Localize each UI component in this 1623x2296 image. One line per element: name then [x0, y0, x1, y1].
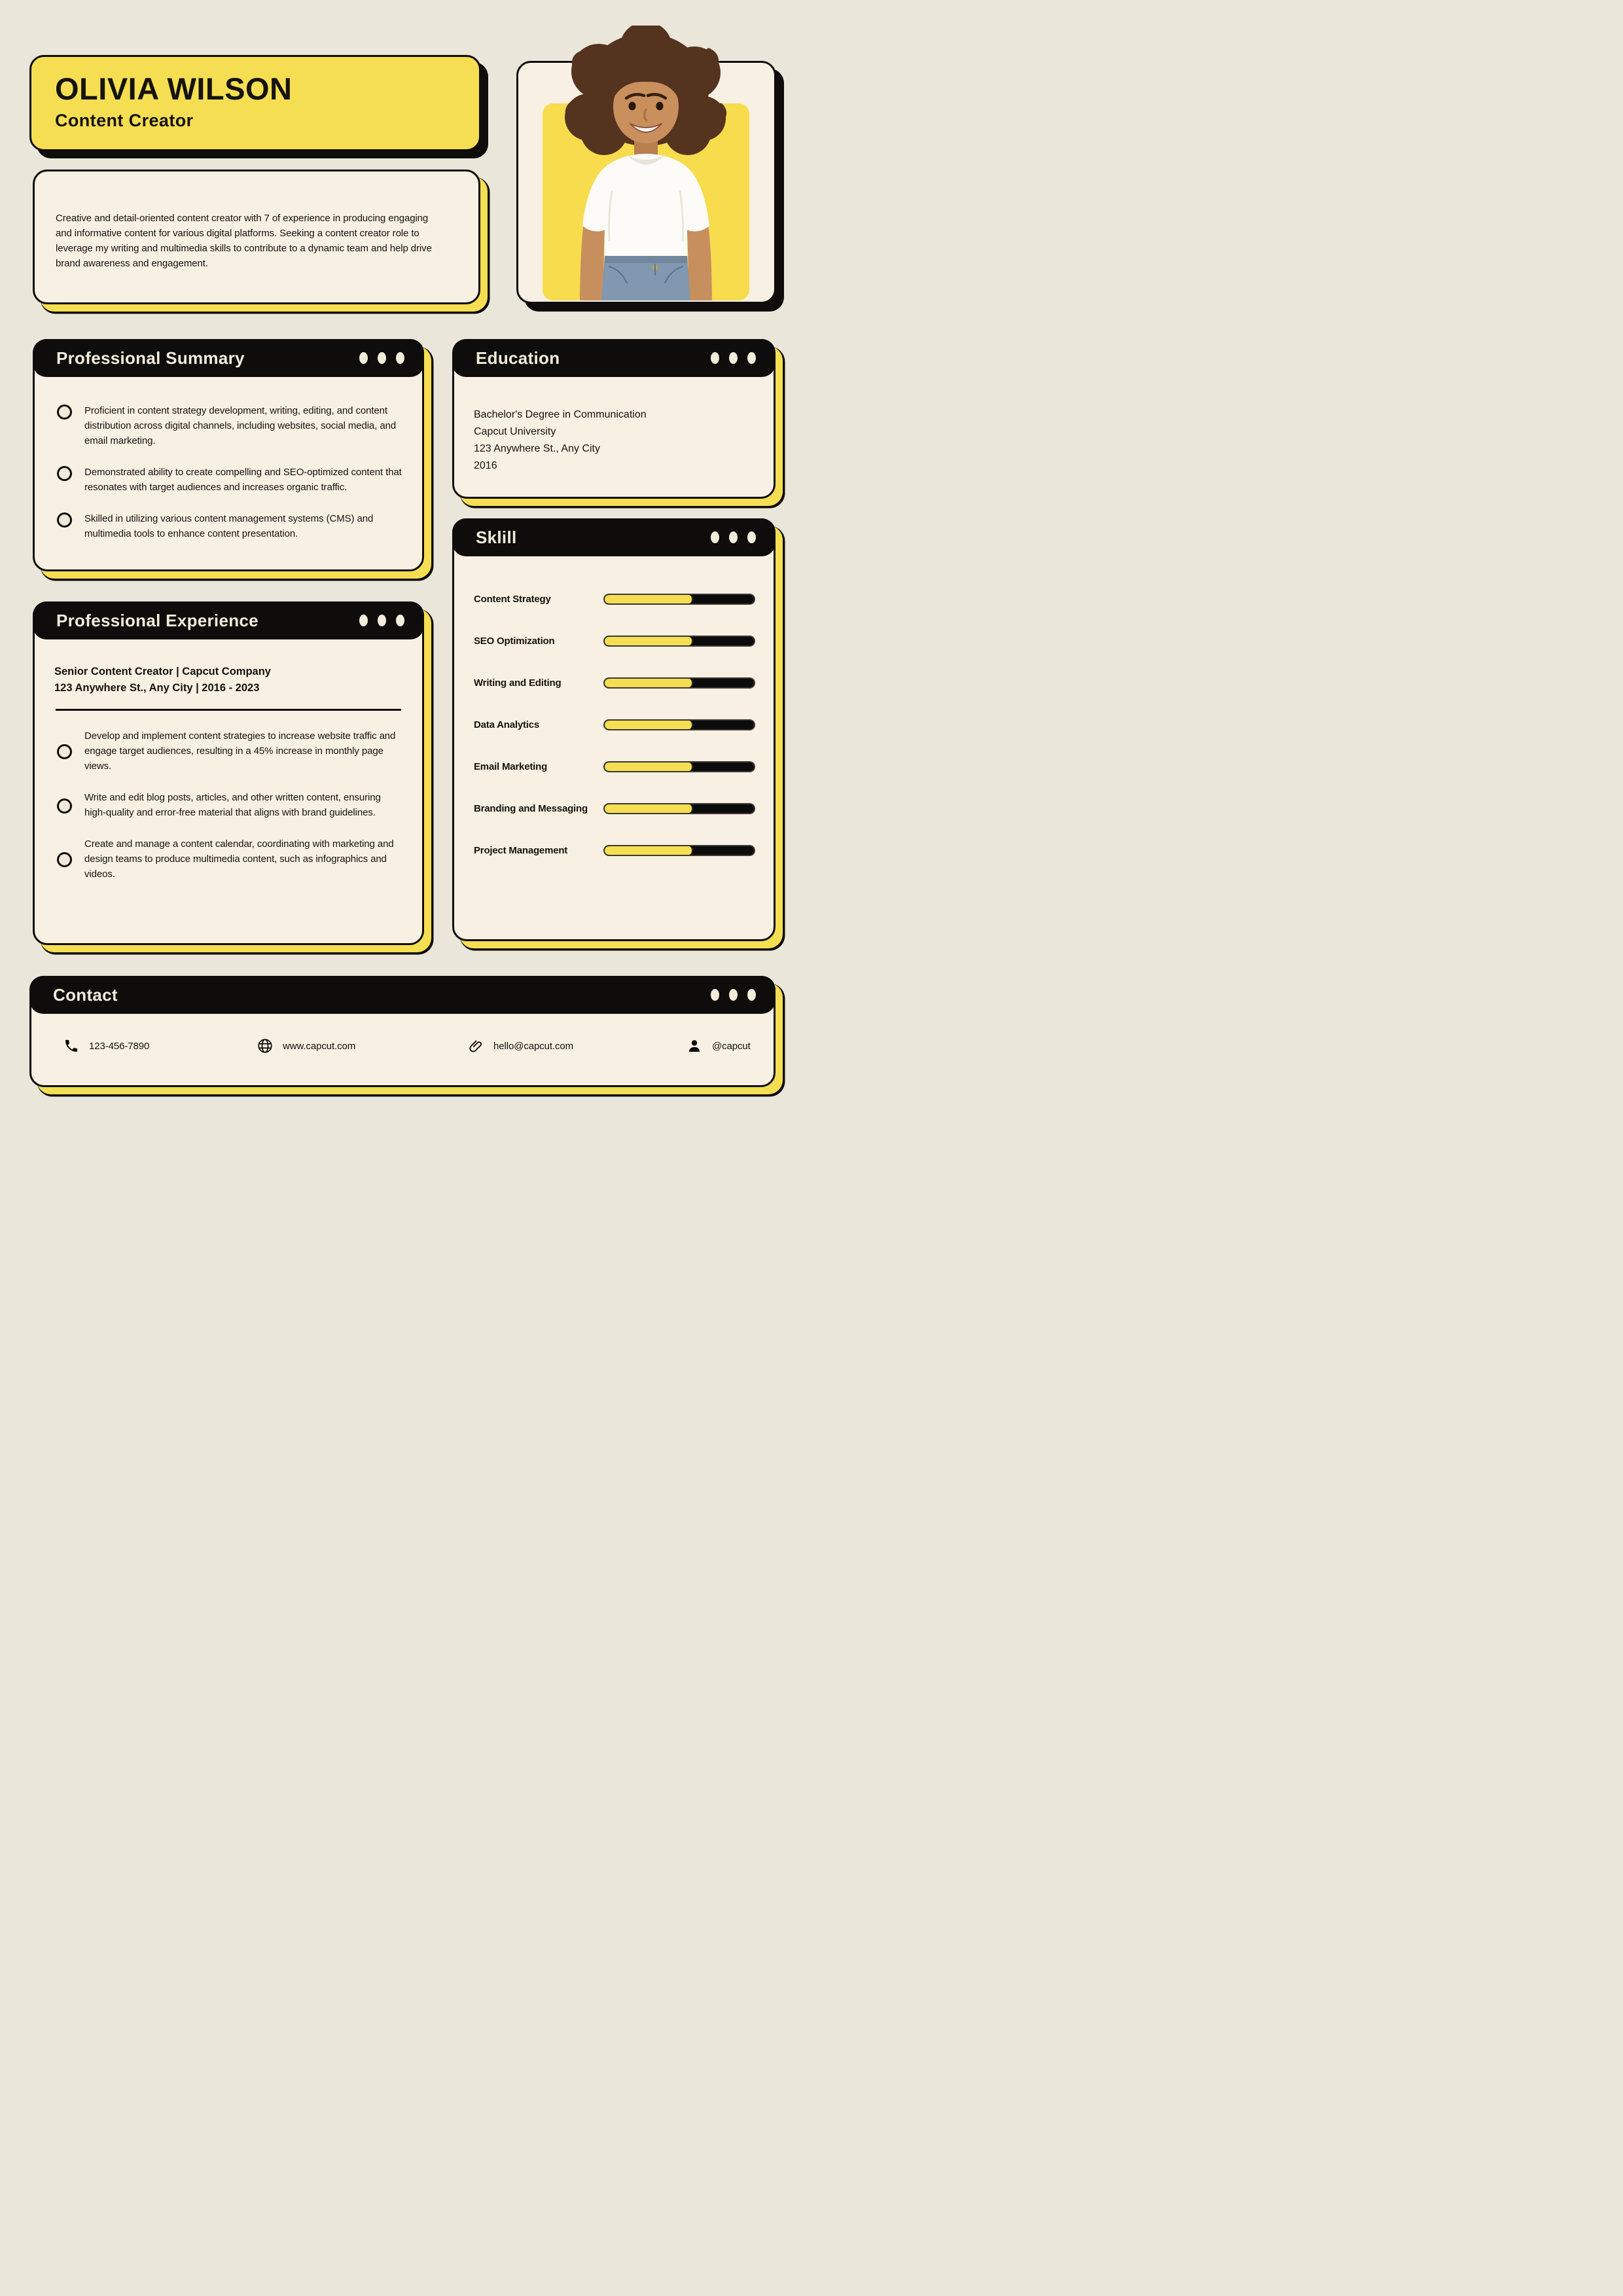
skill-progress-fill: [605, 804, 693, 813]
window-dot-icon: [396, 615, 404, 626]
experience-titlebar: [33, 601, 424, 639]
skill-progress-bar: [603, 761, 755, 772]
profile-photo-illustration: [543, 26, 749, 300]
contact-social: [686, 1037, 760, 1054]
window-dot-icon: [747, 352, 756, 364]
resume-page: [0, 0, 812, 1148]
window-dot-icon: [729, 989, 738, 1001]
contact-email: [467, 1037, 686, 1054]
contact-card: [29, 976, 776, 1087]
bullet-circle-icon: [57, 404, 72, 420]
professional-summary-title: Professional Summary: [56, 348, 245, 368]
experience-bullet-text: Develop and implement content strategies to increase website traffic and engage target audiences, resulting in a 45% increase in monthly page views.: [84, 730, 396, 772]
education-titlebar: [452, 339, 776, 377]
photo-card: [516, 61, 776, 304]
window-dot-icon: [729, 352, 738, 364]
window-dot-icon: [711, 352, 719, 364]
window-dot-icon: [747, 531, 756, 543]
person-name: OLIVIA WILSON: [55, 71, 293, 106]
skill-row: [474, 620, 755, 662]
bullet-circle-icon: [57, 852, 72, 867]
experience-title: Professional Experience: [56, 610, 259, 630]
contact-title: Contact: [53, 984, 118, 1005]
education-address: 123 Anywhere St., Any City: [474, 443, 600, 454]
skills-titlebar: [452, 518, 776, 556]
window-dots: [711, 989, 756, 1001]
window-dot-icon: [396, 352, 404, 364]
bullet-circle-icon: [57, 744, 72, 759]
window-dot-icon: [711, 531, 719, 543]
skill-progress-fill: [605, 679, 693, 687]
skill-label: Writing and Editing: [474, 677, 562, 689]
about-card: [33, 170, 480, 304]
summary-bullet: [35, 465, 422, 495]
skill-progress-bar: [603, 594, 755, 605]
bullet-circle-icon: [57, 466, 72, 481]
experience-bullet-text: Create and manage a content calendar, coordinating with marketing and design teams to produce multimedia content, such as infographics and videos.: [84, 838, 394, 880]
person-job-title: Content Creator: [55, 111, 194, 131]
window-dots: [711, 531, 756, 543]
skill-progress-fill: [605, 595, 693, 603]
contact-row: [31, 1016, 774, 1085]
contact-website-value: www.capcut.com: [283, 1040, 356, 1052]
skill-row: [474, 704, 755, 745]
contact-titlebar: [29, 976, 776, 1014]
skill-label: Branding and Messaging: [474, 802, 588, 814]
skills-title: Sklill: [476, 527, 517, 547]
summary-bullet-text: Proficient in content strategy development, writing, editing, and content distribution across digital channels, including websites, social media, and email marketing.: [84, 405, 397, 446]
professional-summary-titlebar: [33, 339, 424, 377]
skill-row: [474, 662, 755, 704]
experience-role: Senior Content Creator | Capcut Company: [54, 666, 271, 677]
skill-progress-bar: [603, 803, 755, 814]
window-dot-icon: [729, 531, 738, 543]
globe-icon: [257, 1037, 274, 1054]
contact-email-value: hello@capcut.com: [493, 1040, 574, 1052]
experience-bullet: [54, 790, 402, 820]
education-year: 2016: [474, 460, 497, 471]
skill-row: [474, 787, 755, 829]
profile-photo: [543, 25, 749, 300]
about-text: Creative and detail-oriented content creator with 7 of experience in producing engaging and informative content for various digital platforms. Seeking a content creator role to leverage my writing and multimedia skills to contribute to a dynamic team and help drive brand awareness and engagement.: [56, 213, 432, 269]
skill-progress-bar: [603, 719, 755, 730]
education-card: [452, 339, 776, 499]
contact-phone-value: 123-456-7890: [89, 1040, 150, 1052]
bullet-circle-icon: [57, 798, 72, 814]
experience-card: [33, 601, 424, 945]
bullet-circle-icon: [57, 512, 72, 528]
divider: [56, 709, 401, 711]
skill-progress-fill: [605, 762, 693, 771]
window-dot-icon: [378, 352, 386, 364]
summary-bullet-text: Demonstrated ability to create compelling and SEO-optimized content that resonates with target audiences and increases organic traffic.: [84, 467, 402, 493]
window-dot-icon: [359, 352, 368, 364]
skill-row: [474, 829, 755, 871]
skill-row: [474, 578, 755, 620]
window-dots: [359, 615, 404, 626]
summary-bullet-text: Skilled in utilizing various content management systems (CMS) and multimedia tools to enhance content presentation.: [84, 513, 374, 539]
contact-phone: [63, 1037, 257, 1054]
summary-bullet: [35, 403, 422, 448]
skill-progress-bar: [603, 845, 755, 856]
window-dots: [711, 352, 756, 364]
skill-progress-bar: [603, 677, 755, 689]
window-dot-icon: [711, 989, 719, 1001]
contact-social-value: @capcut: [712, 1040, 751, 1052]
window-dots: [359, 352, 404, 364]
skill-label: Email Marketing: [474, 761, 548, 772]
skills-card: [452, 518, 776, 941]
experience-bullet: [54, 728, 402, 774]
skill-progress-fill: [605, 637, 693, 645]
window-dot-icon: [378, 615, 386, 626]
experience-bullet-text: Write and edit blog posts, articles, and other written content, ensuring high-quality and error-free material that aligns with brand guidelines.: [84, 792, 381, 818]
skill-progress-fill: [605, 721, 693, 729]
contact-website: [257, 1037, 467, 1054]
phone-icon: [63, 1037, 80, 1054]
professional-summary-card: [33, 339, 424, 571]
skill-label: Project Management: [474, 844, 568, 856]
summary-bullet: [35, 511, 422, 541]
experience-meta: 123 Anywhere St., Any City | 2016 - 2023: [54, 682, 260, 694]
education-title: Education: [476, 348, 560, 368]
skill-label: SEO Optimization: [474, 635, 555, 647]
skill-progress-fill: [605, 846, 693, 855]
window-dot-icon: [747, 989, 756, 1001]
education-school: Capcut University: [474, 426, 556, 437]
skill-progress-bar: [603, 636, 755, 647]
skill-row: [474, 745, 755, 787]
skill-label: Data Analytics: [474, 719, 540, 730]
window-dot-icon: [359, 615, 368, 626]
education-degree: Bachelor's Degree in Communication: [474, 409, 647, 420]
skill-label: Content Strategy: [474, 593, 551, 605]
header-card: [29, 55, 481, 151]
paperclip-icon: [467, 1037, 484, 1054]
user-icon: [686, 1037, 703, 1054]
experience-bullet: [54, 836, 402, 882]
